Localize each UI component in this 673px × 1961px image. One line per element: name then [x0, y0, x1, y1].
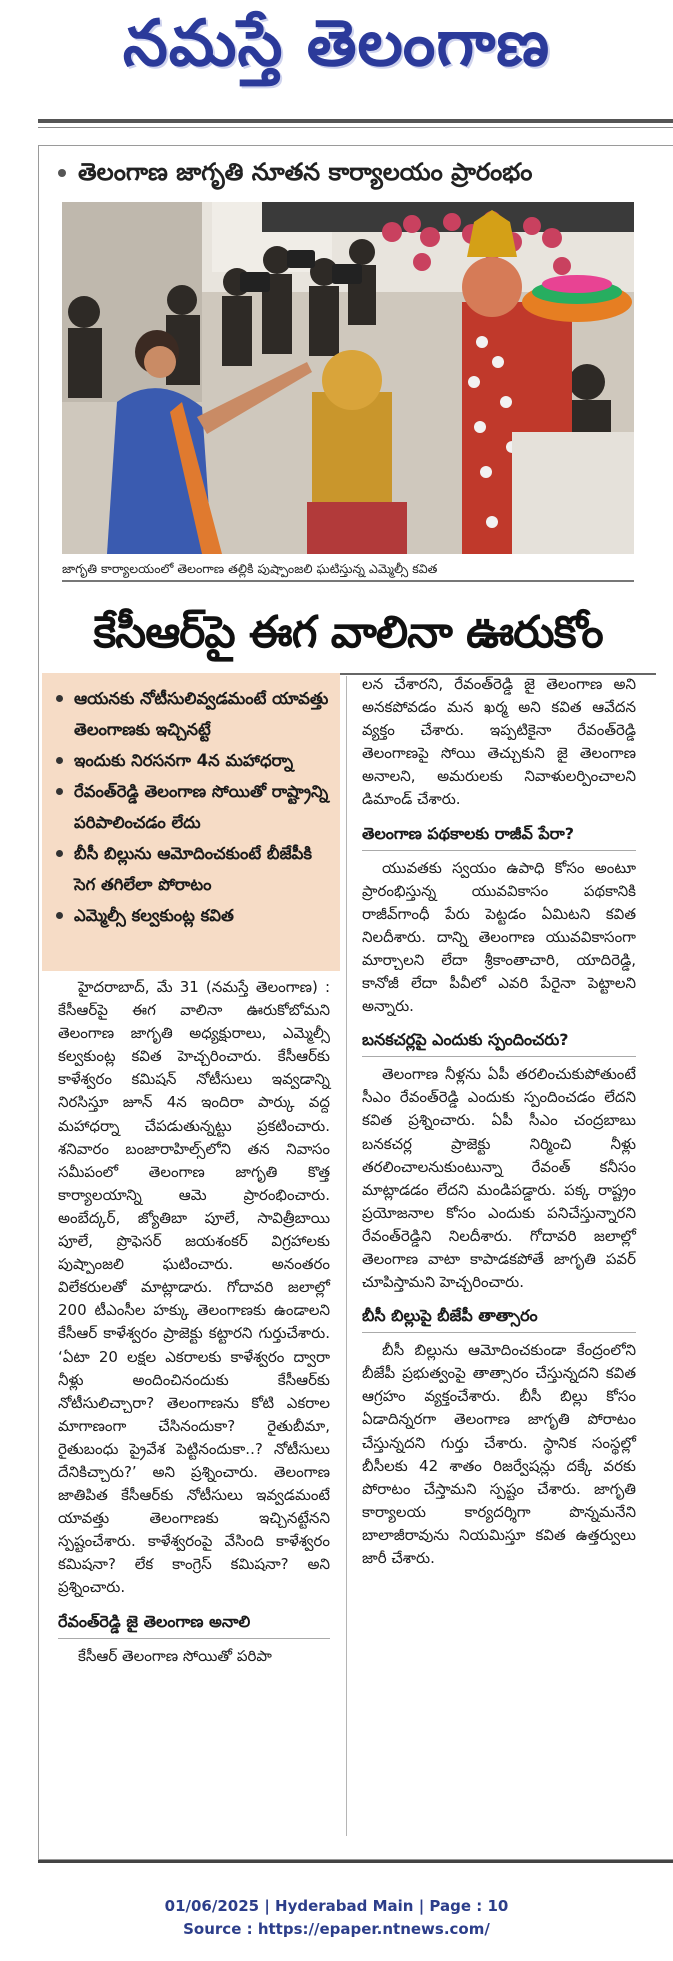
- source-link[interactable]: Source : https://epaper.ntnews.com/: [183, 1920, 490, 1938]
- bullet-icon: [58, 169, 66, 177]
- column-divider: [346, 676, 347, 1836]
- article-photo: [62, 202, 634, 554]
- body-paragraph: యువతకు స్వయం ఉపాధి కోసం అంటూ ప్రారంభిస్తున్న యువవికాసం పథకానికి రాజీవ్‌గాంధీ పేరు పెట్టడం ఏమిటని కవిత నిలదీశారు. దాన్ని తెలంగాణ యువవికాసంగా మార్చాలని లేదా శ్రీకాంతాచారి, యాదిరెడ్డి, కానోజీ లేదా పీవీలో ఎవరి పేరైనా పెట్టాలని అన్నారు.: [362, 858, 636, 1016]
- article-kicker: [58, 152, 658, 192]
- body-paragraph: కేసీఆర్ తెలంగాణ సోయితో పరిపా: [78, 1646, 272, 1665]
- body-paragraph: లన చేశారని, రేవంత్‌రెడ్డి జై తెలంగాణ అని అనకపోవడం మన ఖర్మ అని కవిత ఆవేదన వ్యక్తం చేశారు. ఇప్పటికైనా రేవంత్‌రెడ్డి తెలంగాణపై సోయి తెచ్చుకుని జై తెలంగాణ అనాలని, అమరులకు నివాళులర్పించాలని డిమాండ్ చేశారు.: [362, 675, 636, 809]
- edition-info: 01/06/2025 | Hyderabad Main | Page : 10: [164, 1897, 509, 1915]
- subhead: తెలంగాణ పథకాలకు రాజీవ్ పేరా?: [362, 822, 636, 851]
- body-paragraph: తెలంగాణ నీళ్లను ఏపీ తరలించుకుపోతుంటే సీఎం రేవంత్‌రెడ్డి ఎందుకు స్పందించడం లేదని కవిత ప్రశ్నించారు. ఏపీ సీఎం చంద్రబాబు బనకచర్ల ప్రాజెక్టు నిర్మించి నీళ్లు తరలించాలనుకుంటున్నా రేవంత్ కనీసం మాట్లాడడం లేదని మండిపడ్డారు. పక్క రాష్ట్రం ప్రయోజనాల కోసం ఎందుకు పనిచేస్తున్నారని రేవంత్‌రెడ్డిని నిలదీశారు. గోదావరి జలాల్లో తెలంగాణ వాటా కాపాడకపోతే జాగృతి పవర్ చూపిస్తామని హెచ్చరించారు.: [362, 1065, 636, 1292]
- kicker-text: తెలంగాణ జాగృతి నూతన కార్యాలయం ప్రారంభం: [78, 158, 533, 186]
- photo-illustration: [62, 202, 634, 554]
- highlight-item: ఎమ్మెల్సీ కల్వకుంట్ల కవిత: [54, 900, 338, 931]
- body-paragraph: బీసీ బిల్లును ఆమోదించకుండా కేంద్రంలోని బీజేపీ ప్రభుత్వంపై తాత్సారం చేస్తున్నదని కవిత ఆగ్రహం వ్యక్తంచేశారు. బీసీ బిల్లు కోసం ఏడాదిన్నరగా తెలంగాణ జాగృతి పోరాటం చేస్తున్నదని గుర్తు చేశారు. స్థానిక సంస్థల్లో బీసీలకు 42 శాతం రిజర్వేషన్లు దక్కే వరకు పోరాటం చేస్తామని స్పష్టం చేశారు. జాగృతి కార్యాలయ కార్యదర్శిగా పొన్నమనేని బాలాజీరావును నియమిస్తూ కవిత ఉత్తర్వులు జారీ చేశారు.: [362, 1341, 636, 1567]
- subhead: రేవంత్‌రెడ్డి జై తెలంగాణ అనాలి: [58, 1610, 330, 1639]
- article-headline: కేసీఆర్‌పై ఈగ వాలినా ఊరుకోం: [93, 607, 603, 658]
- subhead: బనకచర్లపై ఎందుకు స్పందించరు?: [362, 1028, 636, 1057]
- highlight-item: ఆయనకు నోటీసులివ్వడమంటే యావత్తు తెలంగాణకు ఇచ్చినట్టే: [54, 683, 338, 745]
- masthead: [0, 0, 673, 128]
- highlight-item: బీసీ బిల్లును ఆమోదించకుంటే బీజేపీకి సెగ తగిలేలా పోరాటం: [54, 838, 338, 900]
- masthead-rule-thin: [38, 127, 673, 128]
- left-column: [58, 976, 330, 1672]
- highlight-item: ఇందుకు నిరసనగా 4న మహాధర్నా: [54, 745, 338, 776]
- newspaper-logo: నమస్తే తెలంగాణ: [122, 7, 551, 81]
- photo-caption: జాగృతి కార్యాలయంలో తెలంగాణ తల్లికి పుష్పాంజలి ఘటిస్తున్న ఎమ్మెల్సీ కవిత: [62, 556, 634, 582]
- highlights-list: [54, 683, 338, 931]
- body-paragraph: హైదరాబాద్, మే 31 (నమస్తే తెలంగాణ) : కేసీఆర్‌పై ఈగ వాలినా ఊరుకోబోమని తెలంగాణ జాగృతి అధ్యక్షురాలు, ఎమ్మెల్సీ కల్వకుంట్ల కవిత హెచ్చరించారు. కేసీఆర్‌కు కాళేశ్వరం కమిషన్ నోటీసులు ఇవ్వడాన్ని నిరసిస్తూ జూన్ 4న ఇందిరా పార్కు వద్ద మహాధర్నా చేపడుతున్నట్టు ప్రకటించారు. శనివారం బంజారాహిల్స్‌లోని తన నివాసం సమీపంలో తెలంగాణ జాగృతి కొత్త కార్యాలయాన్ని ఆమె ప్రారంభించారు. అంబేద్కర్, జ్యోతిబా పూలే, సావిత్రీబాయి పూలే, ప్రొఫెసర్ జయశంకర్ విగ్రహాలకు పుష్పాంజలి ఘటించారు. అనంతరం విలేకరులతో మాట్లాడారు. గోదావరి జలాల్లో 200 టీఎంసీల హక్కు తెలంగాణకు ఉండాలని కేసీఆర్ కాళేశ్వరం ప్రాజెక్టు కట్టారని గుర్తుచేశారు. ‘ఏటా 20 లక్షల ఎకరాలకు కాళేశ్వరం ద్వారా నీళ్లు అందించినందుకు కేసీఆర్‌కు నోటీసులిచ్చారా? తెలంగాణను కోటి ఎకరాల మాగాణంగా చేసినందుకా? రైతుబీమా, రైతుబంధు ప్రైవేశ పెట్టినందుకా..? నోటీసులు దేనికిచ్చారు?’ అని ప్రశ్నించారు. తెలంగాణ జాతిపిత కేసీఆర్‌కు నోటీసులు ఇవ్వడమంటే యావత్తు తెలంగాణకు ఇచ్చినట్టేనని స్పష్టంచేశారు. కాళేశ్వరంపై వేసింది కాళేశ్వరం కమిషనా? లేక కాంగ్రెస్ కమిషనా? అని ప్రశ్నించారు.: [58, 978, 330, 1597]
- highlight-item: రేవంత్‌రెడ్డి తెలంగాణ సోయితో రాష్ట్రాన్ని పరిపాలించడం లేదు: [54, 776, 338, 838]
- bottom-rule: [38, 1860, 673, 1863]
- subhead: బీసీ బిల్లుపై బీజేపీ తాత్సారం: [362, 1304, 636, 1333]
- masthead-rule: [38, 119, 673, 123]
- right-column: [362, 673, 636, 1574]
